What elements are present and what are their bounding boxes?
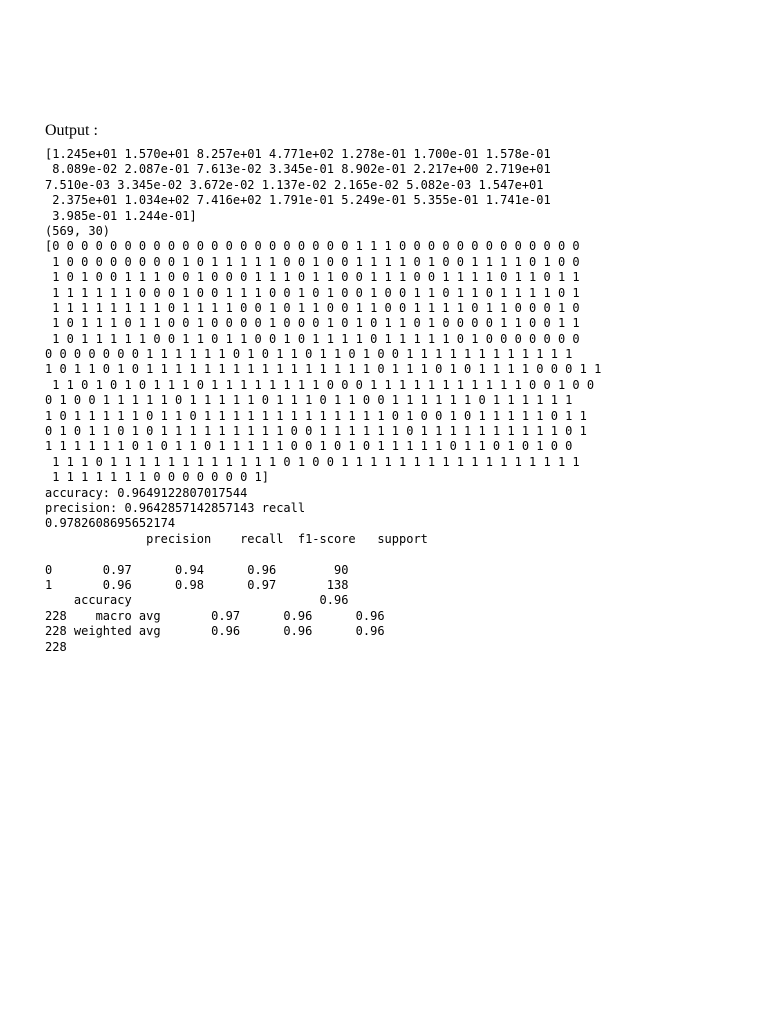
output-line: 228 weighted avg 0.96 0.96 0.96 <box>45 624 385 639</box>
output-line <box>45 547 745 562</box>
output-line: 3.985e-01 1.244e-01] <box>45 208 197 223</box>
output-line: 1 0 1 1 1 0 1 1 0 0 1 0 0 0 0 1 0 0 0 1 0 1 0 1 1 0 1 0 0 0 0 1 1 0 0 1 1 <box>45 316 580 331</box>
output-line: accuracy 0.96 <box>45 593 349 608</box>
console-output <box>45 147 745 655</box>
output-line: 1 1 1 1 1 1 0 0 0 1 0 0 1 1 1 0 0 1 0 1 0 0 1 0 0 1 1 0 1 1 0 1 1 1 1 0 1 <box>45 285 580 300</box>
output-line: 1 1 0 1 0 1 0 1 1 1 0 1 1 1 1 1 1 1 1 0 0 0 1 1 1 1 1 1 1 1 1 1 1 0 0 1 0 0 <box>45 377 595 392</box>
output-line: 8.089e-02 2.087e-01 7.613e-02 3.345e-01 8.902e-01 2.217e+00 2.719e+01 <box>45 162 551 177</box>
document-page <box>45 121 745 655</box>
output-line: 1 0 1 1 1 1 1 0 0 1 1 0 1 1 0 0 1 0 1 1 1 1 0 1 1 1 1 1 0 1 0 0 0 0 0 0 0 <box>45 331 580 346</box>
output-line: 1 0 1 0 0 1 1 1 0 0 1 0 0 0 1 1 1 0 1 1 0 0 1 1 1 0 0 1 1 1 1 0 1 1 0 1 1 <box>45 270 580 285</box>
output-line: 0 0 0 0 0 0 0 1 1 1 1 1 1 0 1 0 1 1 0 1 1 0 1 0 0 1 1 1 1 1 1 1 1 1 1 1 1 <box>45 347 573 362</box>
output-line: 228 macro avg 0.97 0.96 0.96 <box>45 608 385 623</box>
output-line: 0 0.97 0.94 0.96 90 <box>45 562 349 577</box>
output-line: 1 0 1 1 0 1 0 1 1 1 1 1 1 1 1 1 1 1 1 1 1 1 1 0 1 1 1 0 1 0 1 1 1 1 0 0 0 1 1 <box>45 362 602 377</box>
output-heading: Output : <box>45 122 98 139</box>
output-line: 228 <box>45 639 67 654</box>
output-line: accuracy: 0.9649122807017544 <box>45 485 248 500</box>
output-line: precision recall f1-score support <box>45 531 428 546</box>
output-line: 1 0 1 1 1 1 1 0 1 1 0 1 1 1 1 1 1 1 1 1 1 1 1 1 0 1 0 0 1 0 1 1 1 1 1 0 1 1 <box>45 408 587 423</box>
output-line: 0 1 0 0 1 1 1 1 1 0 1 1 1 1 1 0 1 1 1 0 1 1 0 0 1 1 1 1 1 1 0 1 1 1 1 1 1 <box>45 393 573 408</box>
output-line: 1 1 1 1 1 1 1 1 0 1 1 1 1 0 0 1 0 1 1 0 0 1 1 0 0 1 1 1 1 0 1 1 0 0 0 1 0 <box>45 300 580 315</box>
output-line: 2.375e+01 1.034e+02 7.416e+02 1.791e-01 5.249e-01 5.355e-01 1.741e-01 <box>45 193 551 208</box>
output-line: 1 1 1 1 1 1 0 1 0 1 1 0 1 1 1 1 1 0 0 1 0 1 0 1 1 1 1 1 0 1 1 0 1 0 1 0 0 <box>45 439 573 454</box>
output-line: 1 1 1 1 1 1 1 0 0 0 0 0 0 0 1] <box>45 470 269 485</box>
output-line: precision: 0.9642857142857143 recall <box>45 500 306 515</box>
output-line: 1 0 0 0 0 0 0 0 0 1 0 1 1 1 1 1 0 0 1 0 0 1 1 1 1 0 1 0 0 1 1 1 1 0 1 0 0 <box>45 254 580 269</box>
output-line: 1 1 1 0 1 1 1 1 1 1 1 1 1 1 1 1 0 1 0 0 1 1 1 1 1 1 1 1 1 1 1 1 1 1 1 1 1 <box>45 454 580 469</box>
output-line: 7.510e-03 3.345e-02 3.672e-02 1.137e-02 2.165e-02 5.082e-03 1.547e+01 <box>45 177 544 192</box>
output-line: 0.9782608695652174 <box>45 516 176 531</box>
output-line: (569, 30) <box>45 223 111 238</box>
output-line: 1 0.96 0.98 0.97 138 <box>45 577 349 592</box>
output-line: 0 1 0 1 1 0 1 0 1 1 1 1 1 1 1 1 1 0 0 1 1 1 1 1 1 0 1 1 1 1 1 1 1 1 1 1 0 1 <box>45 424 587 439</box>
output-line: [0 0 0 0 0 0 0 0 0 0 0 0 0 0 0 0 0 0 0 0 0 1 1 1 0 0 0 0 0 0 0 0 0 0 0 0 0 <box>45 239 580 254</box>
output-line: [1.245e+01 1.570e+01 8.257e+01 4.771e+02 1.278e-01 1.700e-01 1.578e-01 <box>45 147 551 161</box>
